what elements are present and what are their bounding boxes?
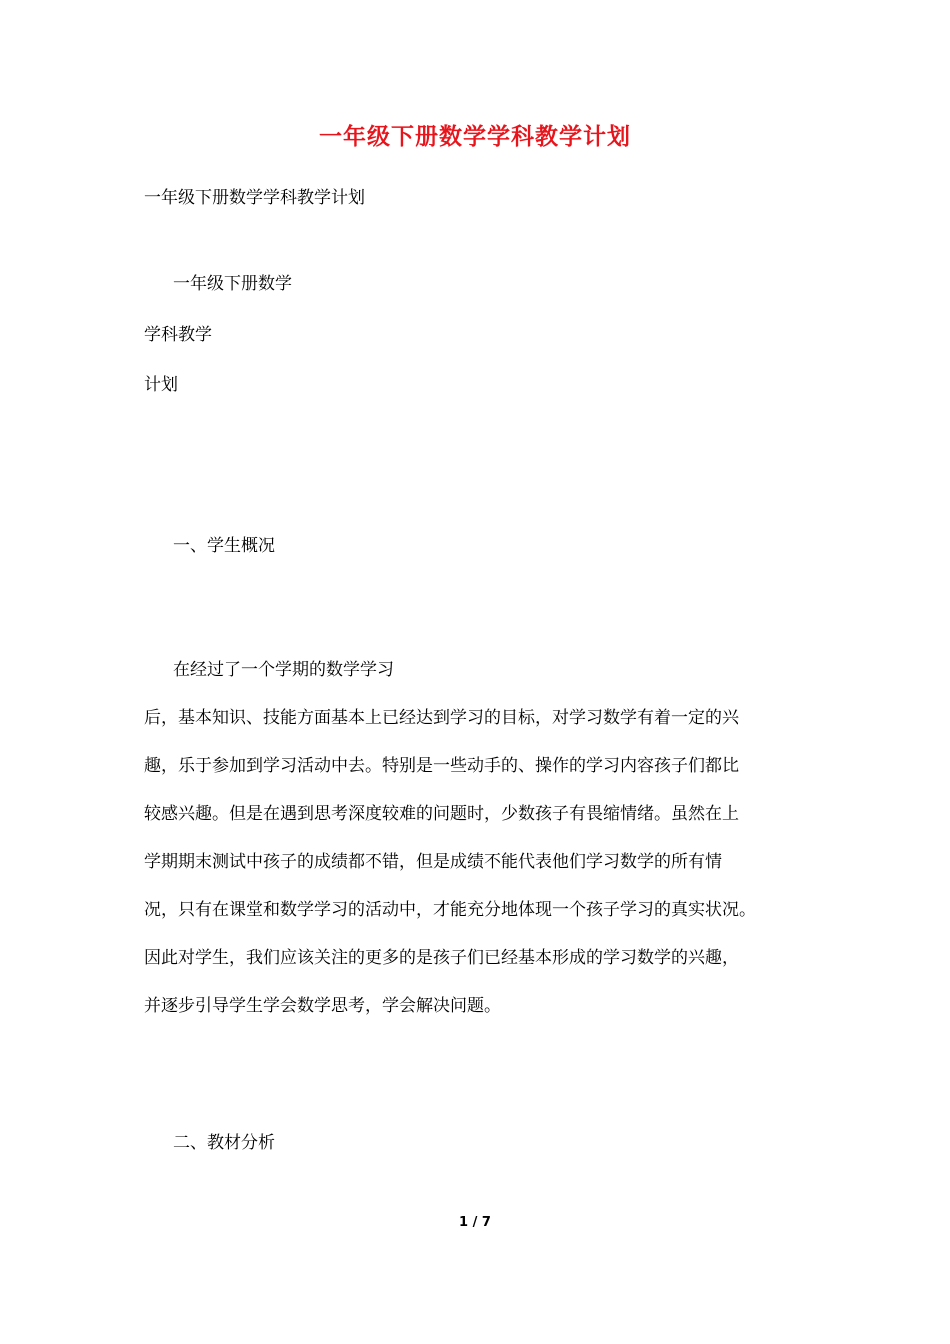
heading-line-2: 学科教学 [144, 325, 212, 345]
heading-line-1: 一年级下册数学 [173, 274, 292, 294]
section1-lead-line: 在经过了一个学期的数学学习 [173, 660, 394, 680]
paragraph-line: 况，只有在课堂和数学学习的活动中，才能充分地体现一个孩子学习的真实状况。 [144, 900, 756, 920]
paragraph-line: 较感兴趣。但是在遇到思考深度较难的问题时，少数孩子有畏缩情绪。虽然在上 [144, 804, 739, 824]
paragraph-line: 后，基本知识、技能方面基本上已经达到学习的目标，对学习数学有着一定的兴 [144, 708, 739, 728]
section-heading-textbook-analysis: 二、教材分析 [173, 1133, 275, 1153]
section-heading-student-overview: 一、学生概况 [173, 536, 275, 556]
document-subtitle: 一年级下册数学学科教学计划 [144, 188, 365, 208]
paragraph-line: 学期期末测试中孩子的成绩都不错，但是成绩不能代表他们学习数学的所有情 [144, 852, 722, 872]
heading-line-3: 计划 [144, 375, 178, 395]
paragraph-line: 并逐步引导学生学会数学思考，学会解决问题。 [144, 996, 501, 1016]
document-title: 一年级下册数学学科教学计划 [319, 124, 631, 150]
page-indicator: 1 / 7 [459, 1215, 491, 1230]
section1-paragraph [144, 694, 808, 1030]
paragraph-line: 趣，乐于参加到学习活动中去。特别是一些动手的、操作的学习内容孩子们都比 [144, 756, 739, 776]
paragraph-line: 因此对学生，我们应该关注的更多的是孩子们已经基本形成的学习数学的兴趣， [144, 948, 739, 968]
